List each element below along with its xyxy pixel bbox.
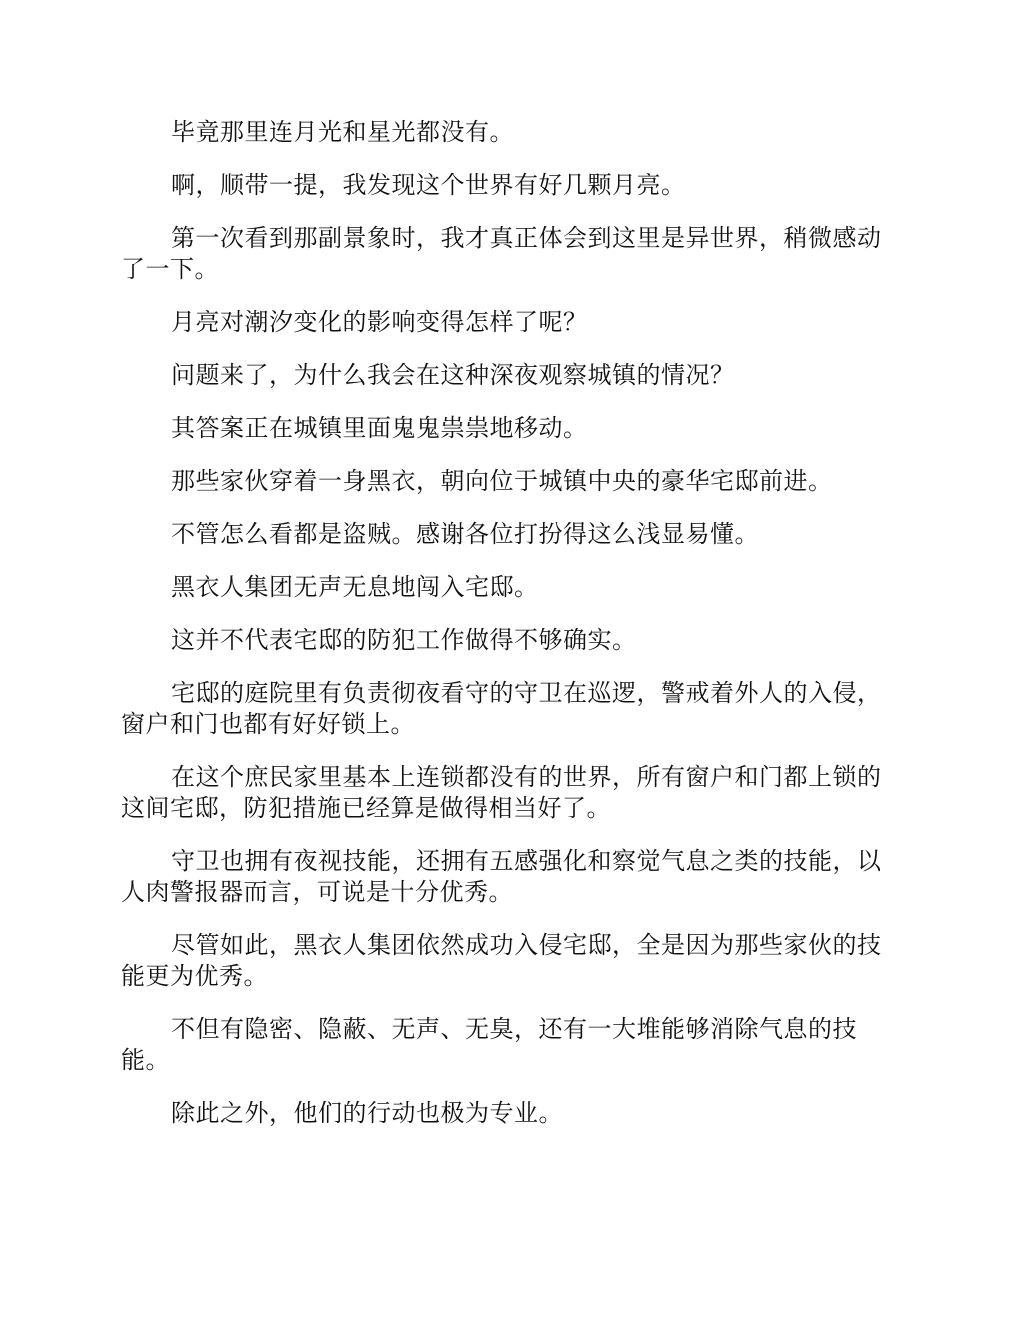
paragraph: 宅邸的庭院里有负责彻夜看守的守卫在巡逻，警戒着外人的入侵，窗户和门也都有好好锁上。 — [121, 679, 882, 738]
paragraph: 其答案正在城镇里面鬼鬼祟祟地移动。 — [171, 414, 588, 442]
paragraph: 啊，顺带一提，我发现这个世界有好几颗月亮。 — [171, 171, 686, 199]
paragraph: 不但有隐密、隐蔽、无声、无臭，还有一大堆能够消除气息的技能。 — [121, 1015, 857, 1074]
paragraph: 月亮对潮汐变化的影响变得怎样了呢？ — [171, 308, 588, 336]
paragraph: 在这个庶民家里基本上连锁都没有的世界，所有窗户和门都上锁的这间宅邸，防犯措施已经算是做得相当好了。 — [121, 763, 882, 822]
paragraph: 第一次看到那副景象时，我才真正体会到这里是异世界，稍微感动了一下。 — [121, 224, 882, 283]
paragraph: 守卫也拥有夜视技能，还拥有五感强化和察觉气息之类的技能，以人肉警报器而言，可说是十分优秀。 — [121, 847, 882, 906]
paragraph: 那些家伙穿着一身黑衣，朝向位于城镇中央的豪华宅邸前进。 — [171, 467, 833, 495]
paragraph: 这并不代表宅邸的防犯工作做得不够确实。 — [171, 626, 637, 654]
paragraph: 毕竟那里连月光和星光都没有。 — [171, 118, 514, 146]
paragraph: 除此之外，他们的行动也极为专业。 — [171, 1099, 563, 1127]
paragraph: 尽管如此，黑衣人集团依然成功入侵宅邸，全是因为那些家伙的技能更为优秀。 — [121, 931, 882, 990]
paragraph: 问题来了，为什么我会在这种深夜观察城镇的情况？ — [171, 361, 735, 389]
document-page — [121, 117, 901, 1151]
paragraph: 不管怎么看都是盗贼。感谢各位打扮得这么浅显易懂。 — [171, 520, 759, 548]
paragraph: 黑衣人集团无声无息地闯入宅邸。 — [171, 573, 539, 601]
